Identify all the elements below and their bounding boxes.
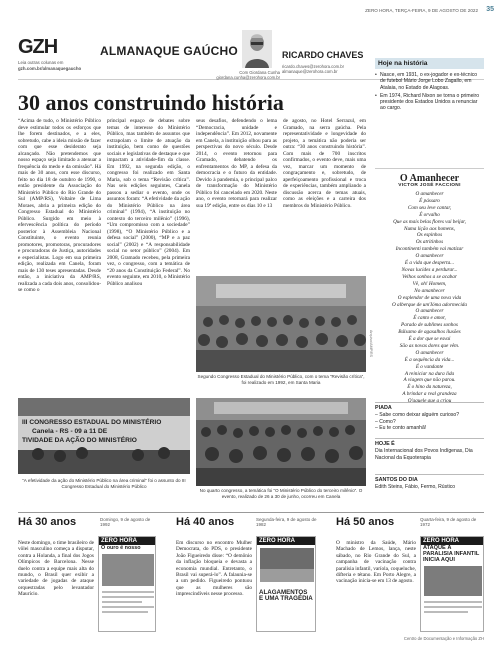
photo-fourth-congress-image (196, 398, 366, 486)
poem-line: O amanhecer (415, 191, 444, 197)
history-list (375, 72, 484, 112)
retro-50-cover-image (421, 563, 484, 623)
history-item: • Em 1974, Richard Nixon se torna o primeiro presidente dos Estados Unidos a renunciar ao cargo. (375, 93, 484, 112)
poem-line: O amanhecer (415, 253, 444, 260)
edition-date: ZERO HORA, TERÇA-FEIRA, 9 DE AGOSTO DE 2022 (365, 8, 478, 13)
poem-line: Novas lucides a perdurar... (401, 266, 458, 273)
columnist-email-1[interactable]: ricardo.chaves@zerohora.com.br (282, 64, 344, 69)
photo-second-congress-image (196, 276, 366, 372)
photo-third-congress-banner (22, 418, 186, 445)
sidebar-history (375, 58, 484, 114)
saints-box (375, 474, 484, 491)
editor-credit-name: Com Giordana Cunha (239, 70, 280, 75)
joke-line: – Como? (375, 418, 396, 425)
retro-50-date: Quarta-feira, 9 de agosto de 1972 (420, 517, 477, 528)
photo-third-congress (18, 398, 190, 474)
retro-50-title: Há 50 anos (336, 516, 395, 528)
banner-line-2: Canela - RS - 09 a 11 DE (32, 428, 108, 435)
page-topline (0, 0, 500, 20)
poem-line: O alberque de um'Ióma adormecida (392, 301, 467, 308)
poem-line: Com seu leve cantar, (407, 204, 452, 211)
columnist-name: RICARDO CHAVES (282, 50, 364, 60)
banner-line-1: III CONGRESSO ESTADUAL DO MINISTÉRIO (22, 419, 162, 426)
retro-40-text: Em discurso no encontro Mulher Democrata, do PDS, o presidente João Figueiredo disse: “O demônio da inflação bloqueia e devasta a economia mundial. Entretanto, o Brasil vai superá-lo”. A falaunia-se a um pedido. Figueiredo pontuou que as mulheres são imprescindíveis nesse processo. (176, 540, 252, 598)
poem-line: A reiniciar na dura lida (404, 370, 455, 377)
poem-line: O amanhecer (415, 349, 444, 356)
bottom-divider (18, 512, 484, 513)
today-title: HOJE É (375, 441, 395, 447)
saints-text: Edith Steins, Fábio, Fermo, Rústico (375, 484, 456, 491)
logo-subtitle-line1: Leia outras colunas em (18, 60, 64, 65)
retro-30-date: Domingo, 9 de agosto de 1992 (100, 517, 151, 528)
caption-second-congress: Segundo Congresso Estadual do Ministério Público, com o tema “Revisão crítica”, foi realizado em 1992, em Santa Maria (197, 374, 365, 385)
poem-line: Que as mais belas flores vai beijar, (393, 218, 466, 225)
retro-30-cover-image (99, 551, 156, 621)
joke-title: PIADA (375, 405, 392, 411)
logo-subtitle-url[interactable]: gzh.com.br/almanaquegaucho (18, 65, 82, 71)
poem-line: Numa lição aos homens, (403, 225, 455, 232)
poem-line: Incontinenti também vai matizar (395, 246, 464, 253)
joke-line: – Eu te conto amanhã! (375, 424, 427, 431)
poem-line: É orvalho (419, 211, 440, 218)
poem-line: No amanhecer (414, 287, 445, 294)
saints-title: SANTOS DO DIA (375, 477, 418, 483)
article-headline: 30 anos construindo história (18, 90, 284, 115)
poem-line: Bálsamo de agasalhos ilusões (398, 329, 461, 336)
poem-line: São as novas dores que vêm. (399, 342, 460, 349)
poem-line: É canto e amor, (413, 315, 446, 322)
documentation-credit: Centro de Documentação e Informação ZH (403, 636, 484, 641)
joke-line: – Sabe como deixar alguém curioso? (375, 412, 460, 419)
poem-line: É pássaro (419, 197, 440, 204)
retro-50-cover-headline: ATAQUE À PARALISIA INFANTIL INICIA AQUI (423, 545, 480, 563)
history-title: Hoje na história (375, 58, 484, 69)
poem-title: O Amanhecer (375, 168, 484, 184)
photo-credit: Arquivo/AMP/RS (369, 330, 373, 357)
article-column-4: de agosto, no Hotel Serrazul, em Gramado, na serra gaúcha. Pela representatividade e longevidade do projeto, a temática não poderia ser outra: “30 anos construindo história”. Com mais de 700 inscritos confirmados, o evento deve, mais uma vez, marcar um momento de congraçamento e, sobretudo, de aperfeiçoamento profissional e troca de experiências, também ampliando a discussão acerca de temas atuais, como as eleições e a carreira dos membros do Ministério Público. (283, 118, 366, 209)
retro-50-cover (420, 536, 484, 632)
retro-50-text: O ministro da Saúde, Mário Machado de Lemos, lança, neste sábado, no Rio Grande do Sul, a campanha de vacinação contra paralisia infantil, varíola, coqueluche, difteria e tétano. Em Porto Alegre, a vacinação inicia-se em 13 de agosto. (336, 540, 417, 585)
page-number: 35 (486, 6, 494, 13)
retro-30-text: Neste domingo, o time brasileiro de vôlei masculino começa a disputar, contra a Holanda, a final dos Jogos Olímpicos de Barcelona. Nesse duelo contra a equipe mais alta do mundo, o Brasil quer exibir a variedade de jogadas de ataque orquestradas pelo levantador Maurício. (18, 540, 94, 598)
gzh-logo[interactable]: GZH (18, 36, 58, 58)
poem-line: Velhos sonhos a se acabar (402, 273, 457, 280)
poem-line: O amanhecer (415, 308, 444, 315)
today-text: Dia Internacional dos Povos Indígenas, Dia Nacional da Equoterapia (375, 448, 473, 461)
retro-40-cover-image (257, 545, 316, 585)
retro-40-cover-headline: ALAGAMENTOS E UMA TRAGÉDIA (259, 589, 313, 602)
poem-line: É o vandante (415, 363, 444, 370)
retro-30-cover (98, 536, 156, 632)
caption-third-congress: “A efetividade da ação do Ministério Público na área criminal” foi o assunto do III Congresso Estadual do Ministério Público (22, 478, 186, 489)
article-column-3: seus desafios, defendendo o lema “Democracia, unidade e independência”. Em 2012, novamente em Canela, a instituição olhou para as perspectivas do novo século. Desde 2014, o evento retornou para Gramado, debatendo os enfrentamentos do MP, a defesa da democracia e o futuro da entidade. Devido à pandemia, o principal palco de transformação do Ministério Público foi cancelado em 2020. Neste ano, o evento retornará para realizar sua 19ª edição, entre os dias 10 e 13 (196, 118, 277, 209)
logo-subtitle (18, 60, 81, 71)
columnist-email-2[interactable]: almanaque@zerohora.com.br (282, 69, 338, 74)
retro-30-cover-masthead: ZERO HORA (99, 537, 155, 545)
poem-line: O'aquele que a criou (407, 398, 452, 405)
retro-40-cover (256, 536, 316, 632)
article-column-1: “Acima de tudo, o Ministério Público deve estimular todos os esforços que lhe forem destinados, e a eles, sobretudo, cabe a ideia missão de fazer com que esse desiderato seja alcançado. Não pretendemos que nosso espaço seja limitado a atenuar a frequência do medo e da omissão”. Há mais de 30 anos, com esse discurso, feito no dia 18 de outubro de 1990, o então presidente da Associação do Ministério Público do Rio Grande do Sul (AMP/RS), Voltaire de Lima Moraes, abria a primeira edição do Congresso Estadual do Ministério Público. Surgido em meio à efervescência política do período posterior à Assembleia Nacional Constituinte, o evento reunia promotores, promotoras, procuradores e procuradoras de Justiça, autoridades e especialistas. Logo em sua primeira edição, realizada em Canela, foram mais de 130 teses apresentadas. Desde então, a iniciativa da AMP/RS, realizada a cada dois anos, consolidou-se como o (18, 118, 101, 293)
retro-50-cover-masthead: ZERO HORA (421, 537, 483, 545)
poem-line: É o hino da natureza, (407, 384, 452, 391)
poem-line: É a dor que se esvai (408, 336, 451, 343)
poem-line: É a vida que desperta... (404, 260, 455, 267)
article-column-2: principal espaço de debates sobre temas de interesse do Ministério Público, mas também de assuntos que extrapolam o limite de atuação da instituição, bem como de questões sociais e legislativas de destaque e que impactam a atividade-fim da classe. Em 1992, na segunda edição, o congresso foi realizado em Santa Maria, sob o tema “Revisão crítica”. Nas seis edições seguintes, Canela passou a sediar o evento, onde os assuntos foram: “A efetividade da ação do Ministério Público na área criminal” (1994), “A instituição no contexto do terceiro milênio” (1996), “Um compromisso com a sociedade” (1998), “O Ministério Público e a defesa social” (2000), “MP e a paz social” (2002) e “A responsabilidade social no setor público” (2004). Em 2008, Gramado recebeu, pela primeira vez, o congresso, com a temática de “20 anos da Constituição Federal”. No evento seguinte, em 2010, o Ministério Público analisou (107, 118, 190, 287)
poem-line: A viagem que não parou. (403, 377, 456, 384)
history-item: • Nasce, em 1931, o ex-jogador e ex-técnico de futebol Mário Jorge Lobo Zagallo, em Atalaia, no Estado de Alagoas. (375, 72, 484, 91)
poem-line: O esplendor de uma nova vida (397, 294, 462, 301)
columnist-portrait (242, 30, 272, 68)
retro-30-cover-headline: O ouro é nosso (101, 545, 141, 551)
poem-line: É a sequência da vida... (404, 356, 455, 363)
editor-credit-email[interactable]: giordana.cunha@zerohora.com.br (216, 75, 280, 80)
retro-40-date: Segunda-feira, 9 de agosto de 1982 (256, 517, 317, 528)
retro-40-cover-masthead: ZERO HORA (257, 537, 315, 545)
editor-credit (190, 70, 280, 80)
poem-author: VICTOR JOSÉ FACCIONI (398, 183, 461, 188)
retro-40-title: Há 40 anos (176, 516, 235, 528)
poem-line: Os atritinhos (415, 239, 444, 246)
columnist-emails (282, 64, 344, 74)
poem-line: Vê, oh! Homem, (412, 280, 447, 287)
today-box (375, 438, 484, 461)
section-title: ALMANAQUE GAÚCHO (100, 44, 238, 58)
photo-second-congress (196, 276, 366, 372)
caption-fourth-congress: No quarto congresso, a temática foi “O Ministério Público do terceiro milênio”. O evento, realizado de 26 a 30 de junho, ocorreu em Canela (199, 488, 363, 499)
poem-body (375, 191, 484, 405)
poem-line: Parado de sublimes sonhos (401, 322, 458, 329)
banner-line-3: TIVIDADE DA AÇÃO DO MINISTÉRIO (22, 437, 137, 444)
joke-box (375, 402, 484, 431)
poem-line: A brindar a real grandeza (402, 391, 457, 398)
photo-fourth-congress (196, 398, 366, 486)
retro-30-title: Há 30 anos (18, 516, 77, 528)
poem-line: Os espinhos (416, 232, 443, 239)
